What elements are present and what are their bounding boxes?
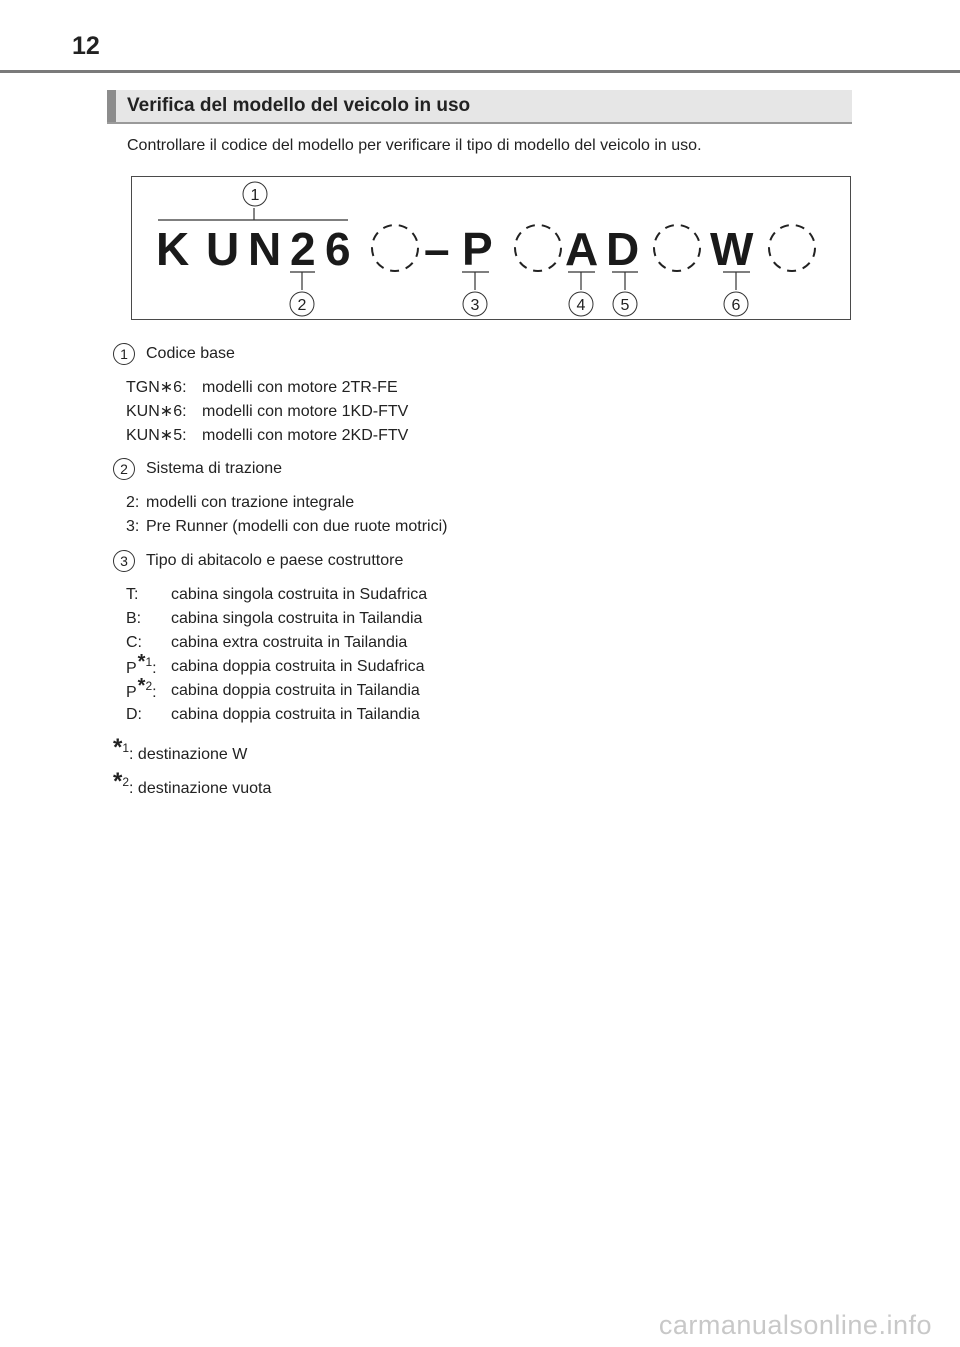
row-desc: cabina doppia costruita in Sudafrica (171, 658, 425, 675)
code-char: W (710, 223, 754, 275)
row-code: KUN∗6: (126, 403, 187, 420)
row-code: B: (126, 610, 142, 627)
row-code (126, 675, 171, 703)
item-heading (113, 549, 403, 573)
item-number-badge: 2 (113, 458, 135, 480)
placeholder-circle (769, 225, 815, 271)
marker-5: 5 (620, 297, 630, 314)
item-number-badge: 3 (113, 550, 135, 572)
list-item (126, 400, 408, 424)
code-char: K (156, 223, 190, 275)
row-desc: cabina doppia costruita in Tailandia (171, 682, 420, 699)
list-item (126, 515, 447, 539)
footnote-ref: 1 (122, 741, 130, 755)
item-label: Codice base (146, 345, 235, 362)
footnote (113, 768, 272, 800)
row-code-letter: P (126, 660, 137, 677)
item-heading (113, 342, 235, 366)
row-desc: modelli con trazione integrale (146, 494, 355, 511)
row-code-colon: : (152, 660, 157, 677)
list-item (126, 424, 408, 448)
item-label: Sistema di trazione (146, 460, 283, 477)
asterisk-mark: * (137, 675, 146, 697)
row-code-letter: P (126, 684, 137, 701)
row-code (126, 651, 171, 679)
row-code-colon: : (152, 684, 157, 701)
item-rows (126, 583, 427, 727)
footnote (113, 734, 248, 766)
asterisk-mark: * (113, 734, 123, 761)
page-number: 12 (72, 32, 100, 60)
code-char: 2 (290, 223, 316, 275)
row-code: TGN∗6: (126, 379, 187, 396)
row-code: KUN∗5: (126, 427, 187, 444)
footnote-ref: 2 (145, 679, 153, 693)
placeholder-circle (372, 225, 418, 271)
model-code-svg (132, 177, 852, 321)
row-code: 3: (126, 518, 140, 535)
row-code: T: (126, 586, 139, 603)
marker-1: 1 (250, 187, 260, 204)
code-char: P (462, 223, 493, 275)
watermark: carmanualsonline.info (658, 1310, 932, 1340)
row-desc: cabina doppia costruita in Tailandia (171, 706, 420, 723)
list-item (126, 651, 427, 679)
footnote-text: : destinazione vuota (129, 780, 272, 797)
footnote-ref: 2 (122, 775, 130, 789)
header-rule (0, 70, 960, 73)
placeholder-circle (515, 225, 561, 271)
list-item (126, 491, 447, 515)
row-code: D: (126, 706, 142, 723)
code-char: D (606, 223, 640, 275)
row-code: 2: (126, 494, 140, 511)
section-header-bar (107, 90, 116, 122)
row-desc: Pre Runner (modelli con due ruote motrici) (146, 518, 448, 535)
list-item (126, 631, 427, 655)
item-heading (113, 457, 282, 481)
section-title: Verifica del modello del veicolo in uso (127, 95, 471, 116)
asterisk-mark: * (113, 768, 123, 795)
asterisk-mark: * (137, 651, 146, 673)
code-char: N (248, 223, 282, 275)
row-desc: cabina singola costruita in Tailandia (171, 610, 423, 627)
model-code-diagram (131, 176, 851, 320)
marker-4: 4 (576, 297, 586, 314)
item-number-badge: 1 (113, 343, 135, 365)
code-char: U (206, 223, 240, 275)
code-char: A (565, 223, 599, 275)
list-item (126, 583, 427, 607)
footnote-text: : destinazione W (129, 746, 248, 763)
marker-6: 6 (731, 297, 741, 314)
footnote-ref: 1 (145, 655, 153, 669)
intro-paragraph: Controllare il codice del modello per verificare il tipo di modello del veicolo in uso. (127, 137, 702, 154)
row-desc: cabina singola costruita in Sudafrica (171, 586, 428, 603)
row-desc: modelli con motore 1KD-FTV (202, 403, 409, 420)
item-rows (126, 376, 408, 448)
placeholder-circle (654, 225, 700, 271)
list-item (126, 376, 408, 400)
row-desc: modelli con motore 2KD-FTV (202, 427, 409, 444)
marker-2: 2 (297, 297, 307, 314)
row-code: C: (126, 634, 142, 651)
marker-3: 3 (470, 297, 480, 314)
row-desc: cabina extra costruita in Tailandia (171, 634, 408, 651)
row-desc: modelli con motore 2TR-FE (202, 379, 398, 396)
section-header (107, 90, 852, 124)
code-char: 6 (325, 223, 351, 275)
list-item (126, 675, 427, 703)
item-rows (126, 491, 447, 539)
code-char: – (424, 223, 450, 275)
item-label: Tipo di abitacolo e paese costruttore (146, 552, 404, 569)
list-item (126, 703, 427, 727)
list-item (126, 607, 427, 631)
